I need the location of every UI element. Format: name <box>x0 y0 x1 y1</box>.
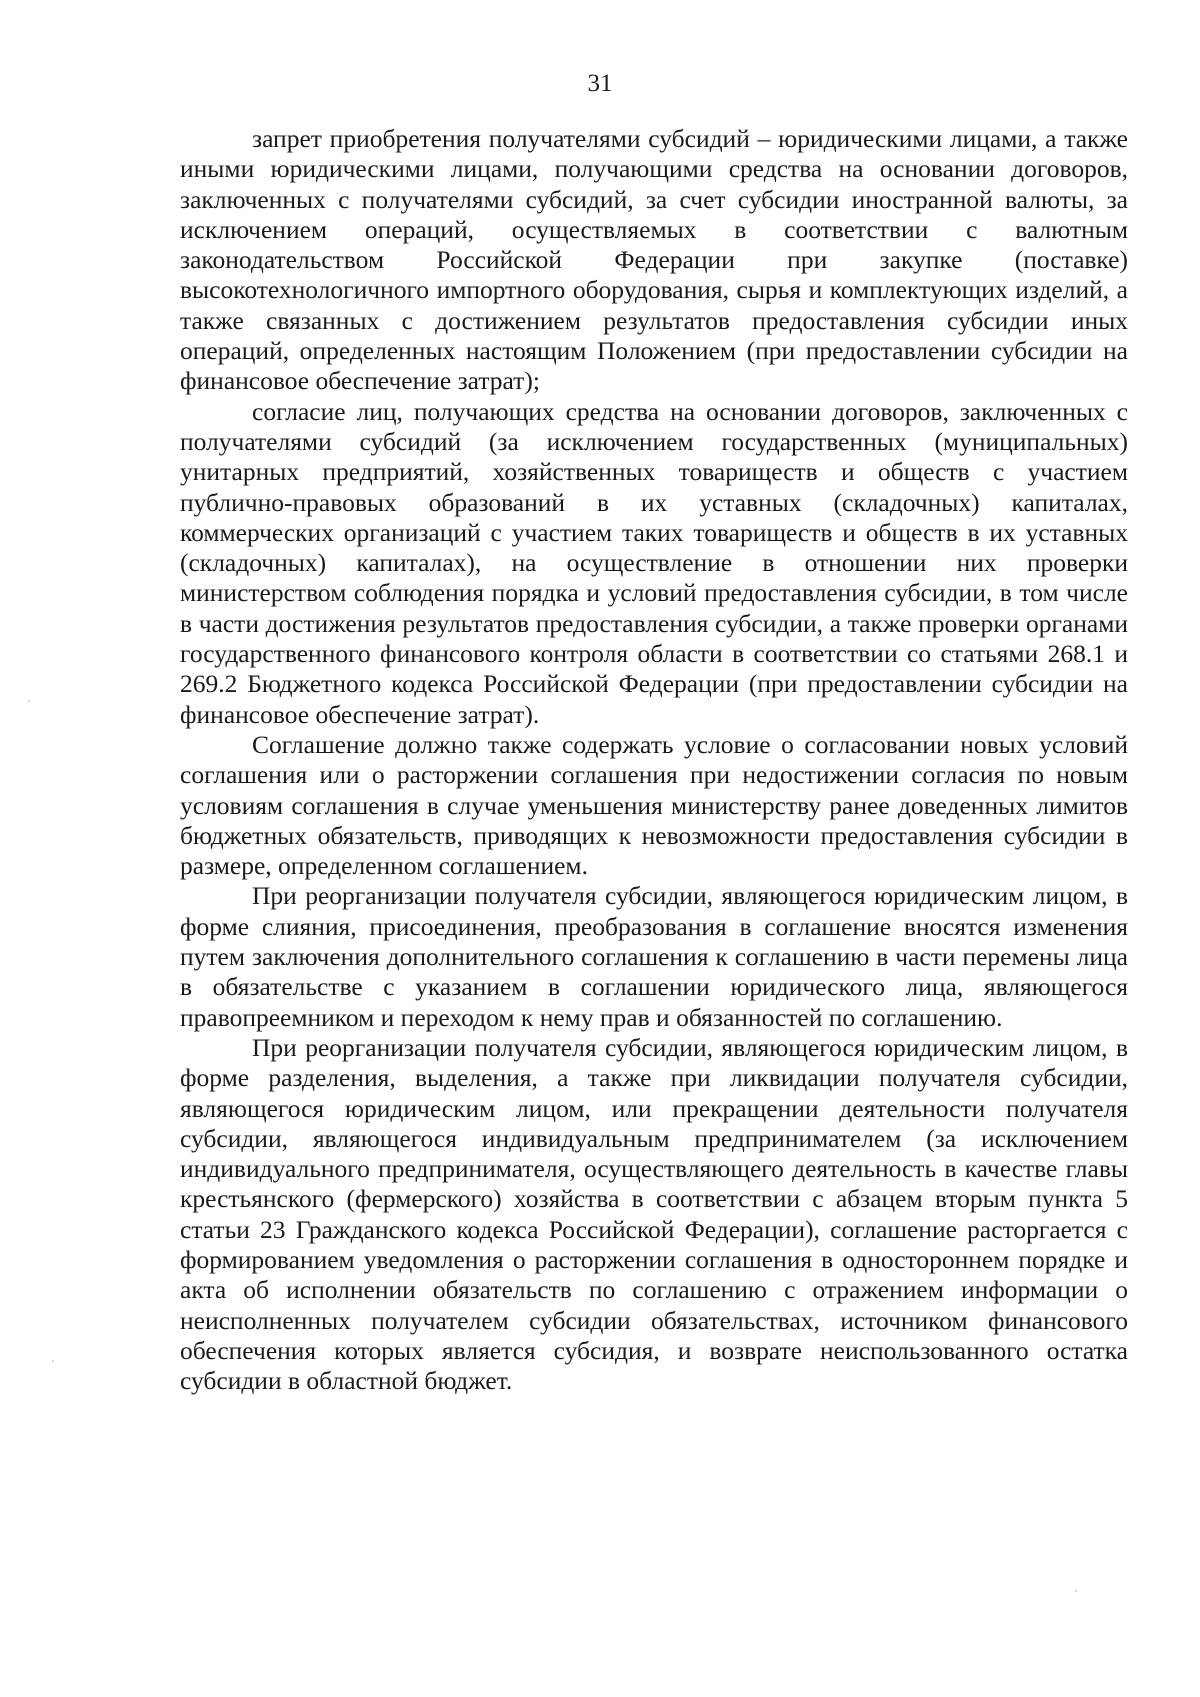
page-number: 31 <box>587 70 613 97</box>
paragraph-agreement-conditions: Соглашение должно также содержать условие о согласовании новых условий соглашения или о расторжении соглашения при недостижении согласия по новым условиям соглашения в случае уменьшения министерству ранее доведенных лимитов бюджетных обязательств, приводящих к невозможности предоставления субсидии в размере, определенном соглашением. <box>180 729 1128 881</box>
paragraph-reorganization-merger: При реорганизации получателя субсидии, являющегося юридическим лицом, в форме слияния, присоединения, преобразования в соглашение вносятся изменения путем заключения дополнительного соглашения к соглашению в части перемены лица в обязательстве с указанием в соглашении юридического лица, являющегося правопреемником и переходом к нему прав и обязанностей по соглашению. <box>180 881 1128 1032</box>
scan-speck <box>1075 1590 1077 1592</box>
paragraph-subsidy-currency-ban: запрет приобретения получателями субсидий – юридическими лицами, а также иными юридическими лицами, получающими средства на основании договоров, заключенных с получателями субсидий, за счет субсидии иностранной валюты, за исключением операций, осуществляемых в соответствии с валютным законодательством Российской Федерации при закупке (поставке) высокотехнологичного импортного оборудования, сырья и комплектующих изделий, а также связанных с достижением результатов предоставления субсидии иных операций, определенных настоящим Положением (при предоставлении субсидии на финансовое обеспечение затрат); <box>180 124 1128 396</box>
scan-speck <box>28 700 30 702</box>
scan-speck <box>52 1360 54 1362</box>
document-body <box>180 124 1128 1396</box>
paragraph-inspection-consent: согласие лиц, получающих средства на основании договоров, заключенных с получателями субсидий (за исключением государственных (муниципальных) унитарных предприятий, хозяйственных товариществ и обществ с участием публично-правовых образований в их уставных (складочных) капиталах, коммерческих организаций с участием таких товариществ и обществ в их уставных (складочных) капиталах), на осуществление в отношении них проверки министерством соблюдения порядка и условий предоставления субсидии, в том числе в части достижения результатов предоставления субсидии, а также проверки органами государственного финансового контроля области в соответствии со статьями 268.1 и 269.2 Бюджетного кодекса Российской Федерации (при предоставлении субсидии на финансовое обеспечение затрат). <box>180 396 1128 729</box>
paragraph-reorganization-termination: При реорганизации получателя субсидии, являющегося юридическим лицом, в форме разделения, выделения, а также при ликвидации получателя субсидии, являющегося юридическим лицом, или прекращении деятельности получателя субсидии, являющегося индивидуальным предпринимателем (за исключением индивидуального предпринимателя, осуществляющего деятельность в качестве главы крестьянского (фермерского) хозяйства в соответствии с абзацем вторым пункта 5 статьи 23 Гражданского кодекса Российской Федерации), соглашение расторгается с формированием уведомления о расторжении соглашения в одностороннем порядке и акта об исполнении обязательств по соглашению с отражением информации о неисполненных получателем субсидии обязательствах, источником финансового обеспечения которых является субсидия, и возврате неиспользованного остатка субсидии в областной бюджет. <box>180 1032 1128 1396</box>
